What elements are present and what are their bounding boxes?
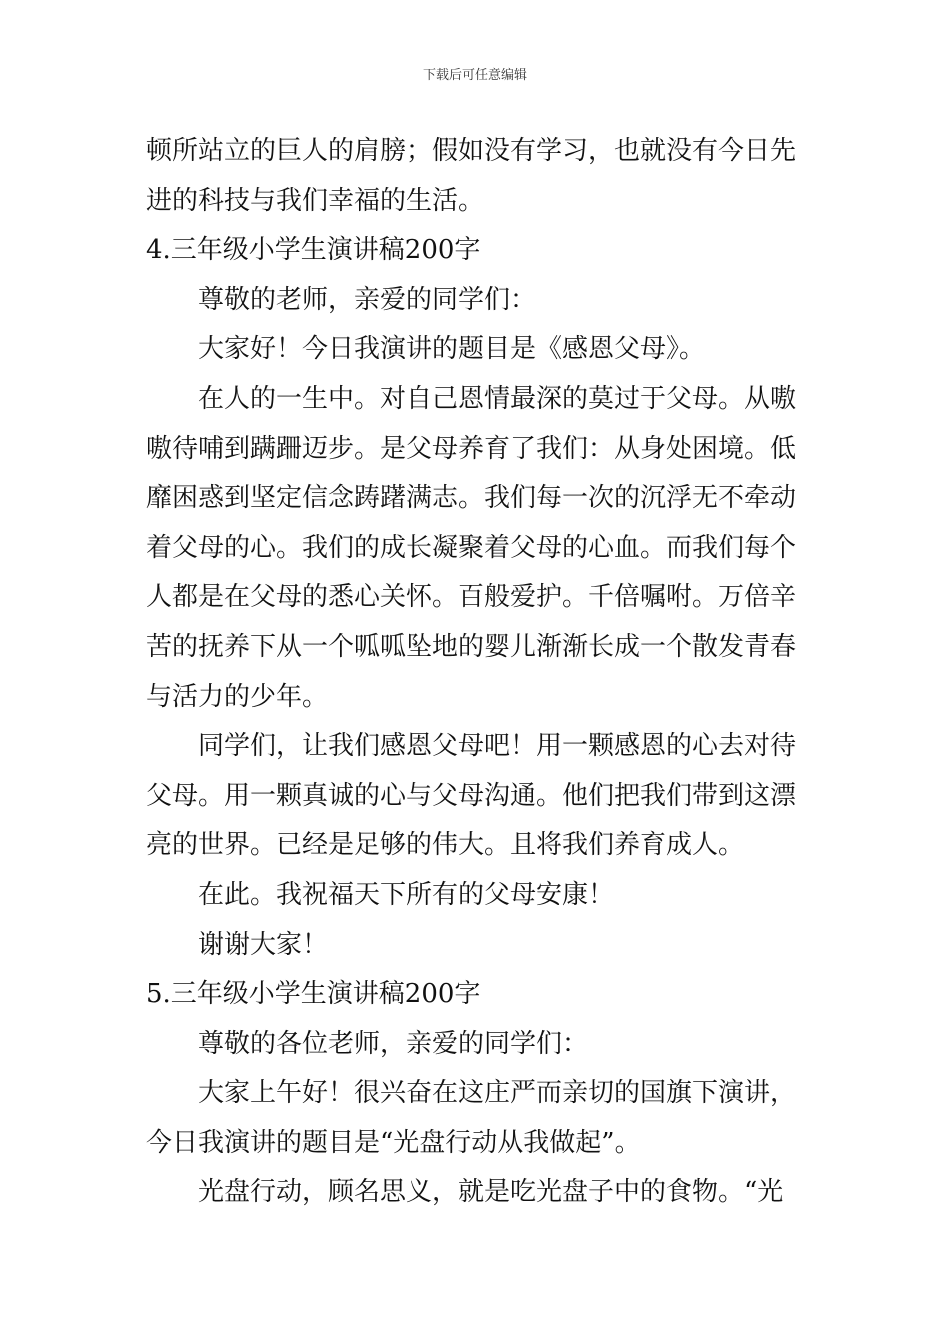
- document-body: [146, 127, 810, 1218]
- text-line: 嗷待哺到蹒跚迈步。是父母养育了我们：从身处困境。低: [146, 433, 797, 464]
- text-line: 顿所站立的巨人的肩膀；假如没有学习，也就没有今日先: [146, 136, 797, 166]
- salutation: 尊敬的老师，亲爱的同学们：: [198, 284, 537, 315]
- text-line: 今日我演讲的题目是“光盘行动从我做起”。: [146, 1127, 641, 1158]
- closing: 谢谢大家！: [198, 929, 329, 960]
- text-line: 进的科技与我们幸福的生活。: [146, 185, 485, 216]
- text-line: 苦的抚养下从一个呱呱坠地的婴儿渐渐长成一个散发青春: [146, 631, 797, 662]
- page-header: 下载后可任意编辑: [422, 68, 527, 83]
- salutation: 尊敬的各位老师，亲爱的同学们：: [198, 1028, 589, 1059]
- text-line: 父母。用一颗真诚的心与父母沟通。他们把我们带到这漂: [146, 780, 797, 811]
- text-line: 靡困惑到坚定信念踌躇满志。我们每一次的沉浮无不牵动: [146, 483, 797, 514]
- section-heading: 5.三年级小学生演讲稿200字: [146, 979, 481, 1010]
- paragraph-start: 在人的一生中。对自己恩情最深的莫过于父母。从嗷: [198, 383, 797, 414]
- paragraph-start: 大家上午好！很兴奋在这庄严而亲切的国旗下演讲，: [198, 1078, 797, 1109]
- paragraph-start: 大家好！今日我演讲的题目是《感恩父母》。: [198, 334, 706, 365]
- text-line: 人都是在父母的悉心关怀。百般爱护。千倍嘱咐。万倍辛: [146, 582, 797, 613]
- paragraph-start: 在此。我祝福天下所有的父母安康！: [198, 879, 615, 910]
- section-heading: 4.三年级小学生演讲稿200字: [146, 235, 481, 266]
- text-line: 与活力的少年。: [146, 681, 329, 712]
- text-line: 亮的世界。已经是足够的伟大。且将我们养育成人。: [146, 830, 745, 861]
- paragraph-start: 光盘行动，顾名思义，就是吃光盘子中的食物。“光: [198, 1177, 784, 1208]
- text-line: 着父母的心。我们的成长凝聚着父母的心血。而我们每个: [146, 532, 797, 563]
- paragraph-start: 同学们，让我们感恩父母吧！用一颗感恩的心去对待: [198, 731, 797, 762]
